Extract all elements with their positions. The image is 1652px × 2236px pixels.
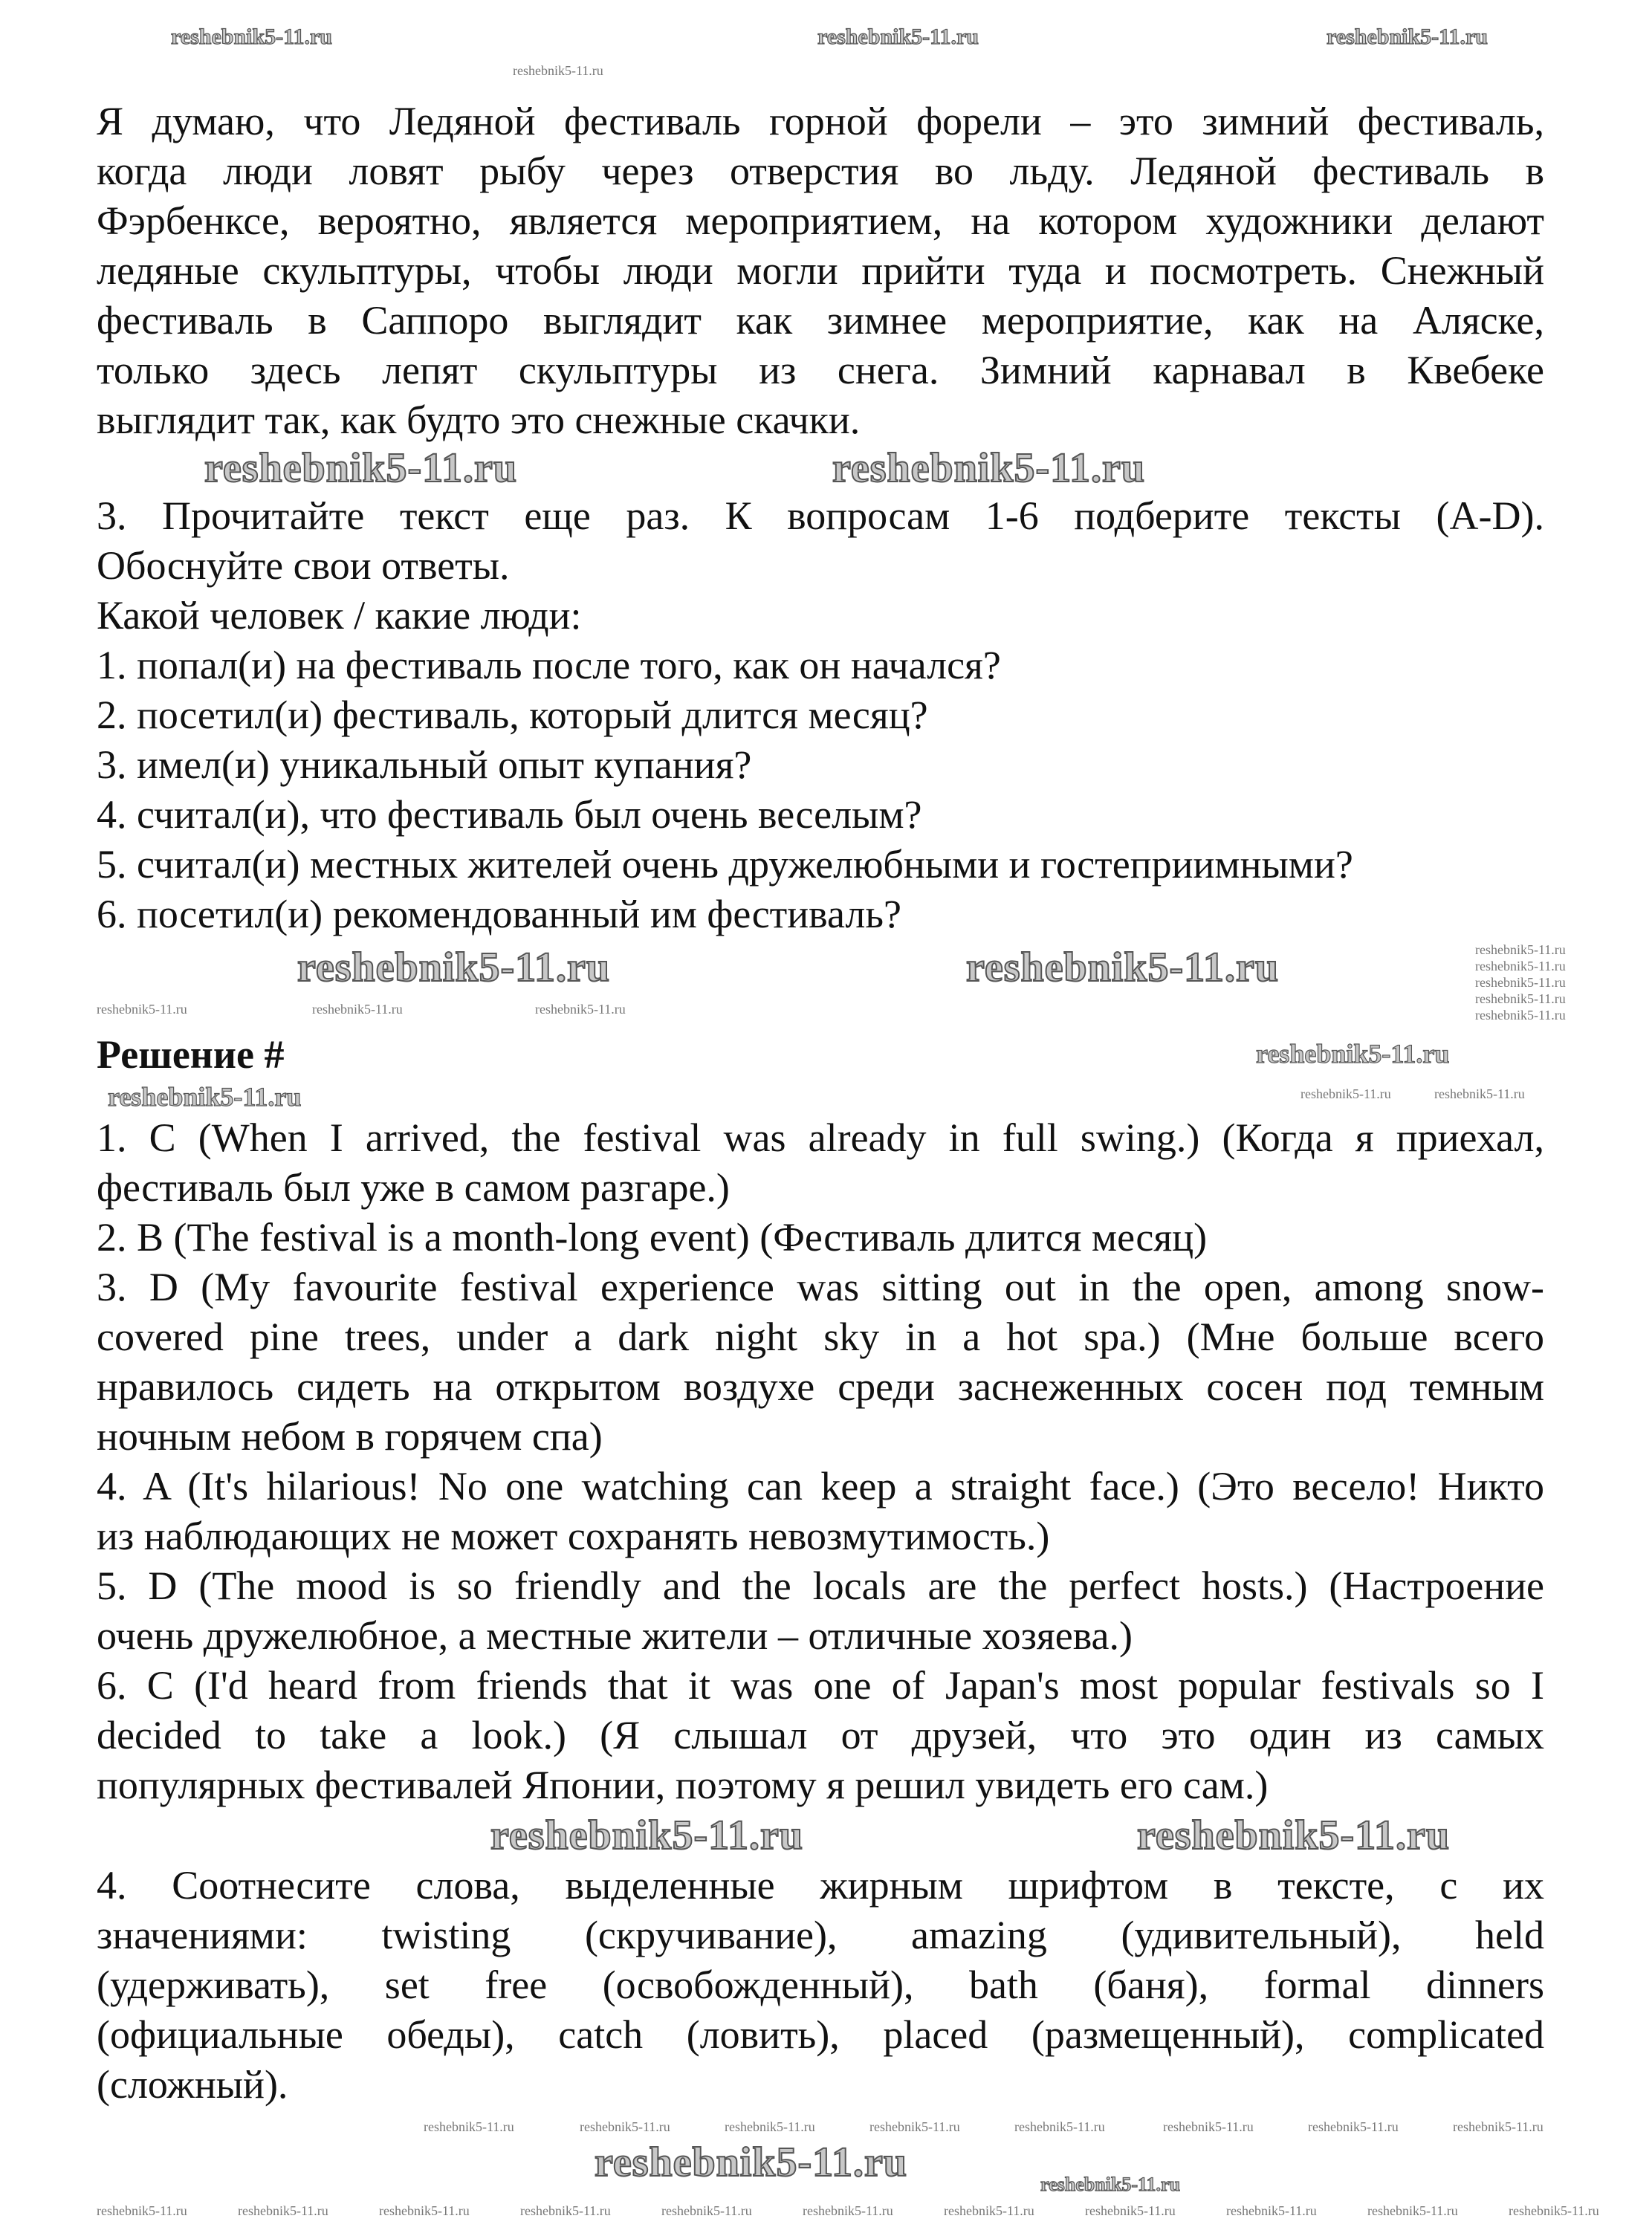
watermark: reshebnik5-11.ru [204, 445, 518, 491]
text-line: (удерживать), set free (освобожденный), bath (баня), formal dinners [97, 1963, 1544, 2007]
watermark: reshebnik5-11.ru [1300, 1086, 1391, 1101]
watermark: reshebnik5-11.ru [97, 1002, 187, 1017]
watermark: reshebnik5-11.ru [1040, 2174, 1181, 2195]
text-line: decided to take a look.) (Я слышал от друзей, что это один из самых [97, 1713, 1544, 1757]
watermark: reshebnik5-11.ru [580, 2119, 670, 2134]
watermark: reshebnik5-11.ru [171, 25, 332, 49]
text-line: 2. посетил(и) фестиваль, который длится месяц? [97, 693, 928, 737]
watermark: reshebnik5-11.ru [1327, 25, 1488, 49]
watermark: reshebnik5-11.ru [595, 2139, 908, 2185]
watermark: reshebnik5-11.ru [1085, 2203, 1176, 2218]
watermark: reshebnik5-11.ru [424, 2119, 514, 2134]
text-line: ночным небом в горячем спа) [97, 1414, 603, 1459]
solution-heading: Решение # [97, 1032, 285, 1077]
watermark: reshebnik5-11.ru [1475, 975, 1566, 990]
watermark: reshebnik5-11.ru [1475, 1008, 1566, 1023]
watermark: reshebnik5-11.ru [1475, 959, 1566, 973]
watermark: reshebnik5-11.ru [1475, 942, 1566, 957]
text-line: Я думаю, что Ледяной фестиваль горной форели – это зимний фестиваль, [97, 99, 1544, 143]
watermark: reshebnik5-11.ru [297, 944, 611, 991]
watermark: reshebnik5-11.ru [379, 2203, 470, 2218]
text-line: из наблюдающих не может сохранять невозмутимость.) [97, 1514, 1050, 1558]
text-line: 2. B (The festival is a month-long event) (Фестиваль длится месяц) [97, 1215, 1208, 1260]
text-line: фестиваль был уже в самом разгаре.) [97, 1165, 730, 1210]
text-line: фестиваль в Саппоро выглядит как зимнее мероприятие, как на Аляске, [97, 298, 1544, 343]
text-line: covered pine trees, under a dark night sky in a hot spa.) (Мне больше всего [97, 1315, 1544, 1359]
watermark: reshebnik5-11.ru [1014, 2119, 1105, 2134]
watermark: reshebnik5-11.ru [490, 1812, 804, 1859]
text-line: Фэрбенксе, вероятно, является мероприятием, на котором художники делают [97, 198, 1544, 243]
text-line: 1. C (When I arrived, the festival was already in full swing.) (Когда я приехал, [97, 1115, 1544, 1160]
text-line: Какой человек / какие люди: [97, 593, 582, 638]
watermark: reshebnik5-11.ru [832, 445, 1146, 491]
watermark: reshebnik5-11.ru [1256, 1039, 1450, 1069]
text-line: 6. C (I'd heard from friends that it was one of Japan's most popular festivals so I [97, 1663, 1544, 1708]
text-line: (официальные обеды), catch (ловить), placed (размещенный), complicated [97, 2012, 1544, 2057]
watermark: reshebnik5-11.ru [513, 63, 603, 78]
watermark: reshebnik5-11.ru [944, 2203, 1034, 2218]
text-line: значениями: twisting (скручивание), amazing (удивительный), held [97, 1913, 1544, 1957]
watermark: reshebnik5-11.ru [312, 1002, 403, 1017]
text-line: выглядит так, как будто это снежные скачки. [97, 398, 861, 442]
text-line: нравилось сидеть на открытом воздухе среди заснеженных сосен под темным [97, 1364, 1544, 1409]
watermark: reshebnik5-11.ru [1475, 991, 1566, 1006]
text-line: 1. попал(и) на фестиваль после того, как он начался? [97, 643, 1001, 687]
watermark: reshebnik5-11.ru [1308, 2119, 1399, 2134]
watermark: reshebnik5-11.ru [1434, 1086, 1525, 1101]
text-line: 5. D (The mood is so friendly and the locals are the perfect hosts.) (Настроение [97, 1563, 1544, 1608]
text-line: 5. считал(и) местных жителей очень дружелюбными и гостеприимными? [97, 842, 1353, 887]
watermark: reshebnik5-11.ru [1163, 2119, 1254, 2134]
text-line: только здесь лепят скульптуры из снега. Зимний карнавал в Квебеке [97, 348, 1544, 392]
watermark: reshebnik5-11.ru [725, 2119, 815, 2134]
task-3-questions [97, 491, 1544, 939]
watermark: reshebnik5-11.ru [966, 944, 1280, 991]
text-line: Обоснуйте свои ответы. [97, 543, 510, 588]
watermark: reshebnik5-11.ru [520, 2203, 611, 2218]
text-line: популярных фестивалей Японии, поэтому я решил увидеть его сам.) [97, 1763, 1269, 1807]
solution-answers [97, 1113, 1544, 1810]
watermark: reshebnik5-11.ru [1137, 1812, 1451, 1859]
text-line: ледяные скульптуры, чтобы люди могли прийти туда и посмотреть. Снежный [97, 248, 1544, 293]
text-line: когда люди ловят рыбу через отверстия во льду. Ледяной фестиваль в [97, 149, 1544, 193]
task-4-text [97, 1861, 1544, 2110]
text-line: 4. считал(и), что фестиваль был очень веселым? [97, 792, 922, 837]
watermark: reshebnik5-11.ru [535, 1002, 626, 1017]
text-line: (сложный). [97, 2062, 288, 2107]
text-line: 4. A (It's hilarious! No one watching can keep a straight face.) (Это весело! Никто [97, 1464, 1544, 1509]
text-line: 3. Прочитайте текст еще раз. К вопросам 1-6 подберите тексты (A-D). [97, 493, 1544, 538]
watermark: reshebnik5-11.ru [817, 25, 979, 49]
watermark: reshebnik5-11.ru [1453, 2119, 1544, 2134]
watermark: reshebnik5-11.ru [238, 2203, 328, 2218]
paragraph-intro [97, 97, 1544, 445]
watermark: reshebnik5-11.ru [1226, 2203, 1317, 2218]
watermark: reshebnik5-11.ru [108, 1082, 302, 1112]
text-line: очень дружелюбное, а местные жители – отличные хозяева.) [97, 1613, 1133, 1658]
text-line: 4. Соотнесите слова, выделенные жирным шрифтом в тексте, с их [97, 1863, 1544, 1908]
watermark: reshebnik5-11.ru [803, 2203, 893, 2218]
text-line: 3. D (My favourite festival experience was sitting out in the open, among snow- [97, 1265, 1544, 1309]
watermark: reshebnik5-11.ru [869, 2119, 960, 2134]
watermark: reshebnik5-11.ru [97, 2203, 187, 2218]
watermark: reshebnik5-11.ru [661, 2203, 752, 2218]
text-line: 6. посетил(и) рекомендованный им фестиваль? [97, 892, 901, 936]
watermark: reshebnik5-11.ru [1367, 2203, 1458, 2218]
text-line: 3. имел(и) уникальный опыт купания? [97, 742, 752, 787]
watermark: reshebnik5-11.ru [1509, 2203, 1599, 2218]
